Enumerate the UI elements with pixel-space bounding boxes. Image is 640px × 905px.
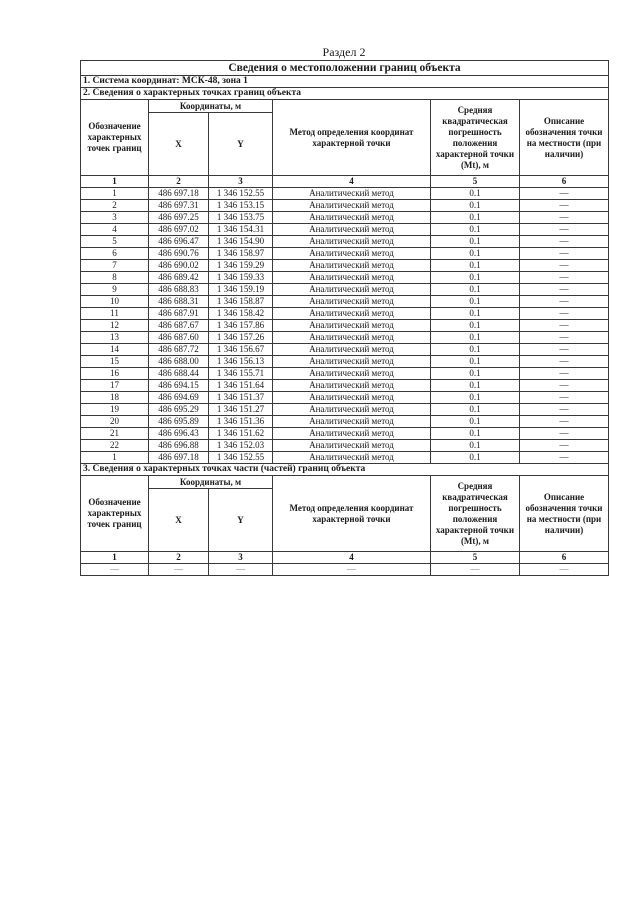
point-number: 9 [81,284,149,296]
point-description: — [520,392,609,404]
point-description: — [520,320,609,332]
point-description: — [520,368,609,380]
point-row [81,344,609,356]
parts-empty-cell: — [520,564,609,576]
point-y: 1 346 151.62 [209,428,273,440]
point-number: 12 [81,320,149,332]
point-number: 16 [81,368,149,380]
header-coordinates: Координаты, м [149,100,273,113]
point-row [81,332,609,344]
point-error: 0.1 [431,188,520,200]
point-row [81,236,609,248]
parts-empty-cell: — [273,564,431,576]
point-description: — [520,344,609,356]
point-x: 486 687.72 [149,344,209,356]
point-description: — [520,260,609,272]
point-error: 0.1 [431,440,520,452]
point-row [81,200,609,212]
point-y: 1 346 152.03 [209,440,273,452]
point-row [81,320,609,332]
point-y: 1 346 156.67 [209,344,273,356]
point-error: 0.1 [431,452,520,464]
point-description: — [520,380,609,392]
point-error: 0.1 [431,308,520,320]
point-number: 18 [81,392,149,404]
point-number: 19 [81,404,149,416]
point-description: — [520,404,609,416]
point-error: 0.1 [431,416,520,428]
point-y: 1 346 151.36 [209,416,273,428]
point-y: 1 346 155.71 [209,368,273,380]
col-num: 2 [149,552,209,564]
point-method: Аналитический метод [273,200,431,212]
point-number: 15 [81,356,149,368]
point-method: Аналитический метод [273,260,431,272]
point-method: Аналитический метод [273,404,431,416]
header-method: Метод определения координат характерной точки [273,100,431,176]
point-description: — [520,272,609,284]
point-row [81,368,609,380]
point-x: 486 687.67 [149,320,209,332]
col-num: 2 [149,176,209,188]
point-number: 5 [81,236,149,248]
parts-empty-cell: — [209,564,273,576]
point-method: Аналитический метод [273,392,431,404]
point-description: — [520,188,609,200]
parts-header-x: X [149,489,209,552]
col-num: 5 [431,552,520,564]
point-error: 0.1 [431,224,520,236]
point-y: 1 346 152.55 [209,188,273,200]
point-x: 486 695.89 [149,416,209,428]
point-number: 13 [81,332,149,344]
point-y: 1 346 151.37 [209,392,273,404]
point-row [81,260,609,272]
point-y: 1 346 159.19 [209,284,273,296]
point-method: Аналитический метод [273,236,431,248]
point-x: 486 687.60 [149,332,209,344]
point-error: 0.1 [431,356,520,368]
point-method: Аналитический метод [273,332,431,344]
point-x: 486 697.18 [149,188,209,200]
parts-empty-row [81,564,609,576]
header-y: Y [209,113,273,176]
point-x: 486 687.91 [149,308,209,320]
col-num: 6 [520,552,609,564]
point-description: — [520,284,609,296]
point-number: 20 [81,416,149,428]
point-y: 1 346 156.13 [209,356,273,368]
point-x: 486 697.25 [149,212,209,224]
point-method: Аналитический метод [273,416,431,428]
point-row [81,356,609,368]
parts-heading: 3. Сведения о характерных точках части (частей) границ объекта [81,464,609,476]
point-row [81,212,609,224]
point-error: 0.1 [431,236,520,248]
point-description: — [520,452,609,464]
point-method: Аналитический метод [273,428,431,440]
point-description: — [520,248,609,260]
point-x: 486 695.29 [149,404,209,416]
point-number: 21 [81,428,149,440]
point-error: 0.1 [431,248,520,260]
point-method: Аналитический метод [273,380,431,392]
point-error: 0.1 [431,368,520,380]
parts-column-numbers-row [81,552,609,564]
point-number: 1 [81,188,149,200]
point-description: — [520,212,609,224]
point-y: 1 346 158.87 [209,296,273,308]
point-y: 1 346 158.97 [209,248,273,260]
point-number: 1 [81,452,149,464]
point-method: Аналитический метод [273,320,431,332]
header-description: Описание обозначения точки на местности (при наличии) [520,100,609,176]
point-row [81,296,609,308]
point-error: 0.1 [431,320,520,332]
point-number: 2 [81,200,149,212]
point-number: 10 [81,296,149,308]
document-page [80,44,608,576]
point-row [81,272,609,284]
point-y: 1 346 154.90 [209,236,273,248]
point-method: Аналитический метод [273,368,431,380]
point-number: 11 [81,308,149,320]
coord-system: 1. Система координат: МСК-48, зона 1 [81,76,609,88]
point-x: 486 694.15 [149,380,209,392]
point-x: 486 688.83 [149,284,209,296]
point-error: 0.1 [431,332,520,344]
point-x: 486 690.02 [149,260,209,272]
point-x: 486 697.02 [149,224,209,236]
point-method: Аналитический метод [273,188,431,200]
point-row [81,284,609,296]
col-num: 4 [273,176,431,188]
col-num: 6 [520,176,609,188]
col-num: 1 [81,176,149,188]
col-num: 3 [209,176,273,188]
header-designation: Обозначение характерных точек границ [81,100,149,176]
point-row [81,416,609,428]
point-error: 0.1 [431,392,520,404]
point-error: 0.1 [431,296,520,308]
point-y: 1 346 154.31 [209,224,273,236]
point-method: Аналитический метод [273,224,431,236]
point-method: Аналитический метод [273,344,431,356]
point-row [81,308,609,320]
point-row [81,380,609,392]
parts-header-designation: Обозначение характерных точек границ [81,476,149,552]
point-x: 486 690.76 [149,248,209,260]
point-error: 0.1 [431,428,520,440]
parts-empty-cell: — [431,564,520,576]
header-x: X [149,113,209,176]
point-number: 17 [81,380,149,392]
point-description: — [520,416,609,428]
point-row [81,404,609,416]
point-x: 486 696.47 [149,236,209,248]
point-error: 0.1 [431,404,520,416]
col-num: 4 [273,552,431,564]
point-row [81,452,609,464]
point-error: 0.1 [431,200,520,212]
point-description: — [520,236,609,248]
point-method: Аналитический метод [273,248,431,260]
parts-header-coordinates: Координаты, м [149,476,273,489]
point-x: 486 696.43 [149,428,209,440]
point-number: 22 [81,440,149,452]
point-y: 1 346 157.26 [209,332,273,344]
point-error: 0.1 [431,344,520,356]
point-method: Аналитический метод [273,212,431,224]
point-y: 1 346 151.64 [209,380,273,392]
document-title: Сведения о местоположении границ объекта [81,61,609,76]
point-x: 486 696.88 [149,440,209,452]
point-method: Аналитический метод [273,440,431,452]
point-y: 1 346 157.86 [209,320,273,332]
point-error: 0.1 [431,212,520,224]
point-y: 1 346 159.33 [209,272,273,284]
point-number: 7 [81,260,149,272]
point-method: Аналитический метод [273,308,431,320]
point-row [81,440,609,452]
point-x: 486 694.69 [149,392,209,404]
point-number: 3 [81,212,149,224]
point-description: — [520,356,609,368]
point-description: — [520,224,609,236]
parts-header-y: Y [209,489,273,552]
point-y: 1 346 153.75 [209,212,273,224]
point-number: 4 [81,224,149,236]
parts-empty-cell: — [149,564,209,576]
parts-header-description: Описание обозначения точки на местности (при наличии) [520,476,609,552]
point-y: 1 346 153.15 [209,200,273,212]
point-method: Аналитический метод [273,284,431,296]
point-x: 486 697.31 [149,200,209,212]
point-error: 0.1 [431,260,520,272]
parts-header-error: Средняя квадратическая погрешность положения характерной точки (Mt), м [431,476,520,552]
point-number: 14 [81,344,149,356]
point-x: 486 688.00 [149,356,209,368]
point-description: — [520,440,609,452]
point-error: 0.1 [431,380,520,392]
section-label: Раздел 2 [322,45,366,59]
point-y: 1 346 158.42 [209,308,273,320]
point-method: Аналитический метод [273,272,431,284]
point-method: Аналитический метод [273,296,431,308]
col-num: 1 [81,552,149,564]
points-heading: 2. Сведения о характерных точках границ объекта [81,88,609,100]
point-description: — [520,332,609,344]
point-number: 8 [81,272,149,284]
point-method: Аналитический метод [273,356,431,368]
point-row [81,392,609,404]
header-error: Средняя квадратическая погрешность положения характерной точки (Mt), м [431,100,520,176]
point-x: 486 688.31 [149,296,209,308]
boundaries-table [80,60,609,576]
point-error: 0.1 [431,272,520,284]
point-y: 1 346 152.55 [209,452,273,464]
point-number: 6 [81,248,149,260]
point-row [81,248,609,260]
point-description: — [520,428,609,440]
point-y: 1 346 151.27 [209,404,273,416]
point-row [81,188,609,200]
point-row [81,224,609,236]
column-numbers-row [81,176,609,188]
point-description: — [520,296,609,308]
point-description: — [520,200,609,212]
point-error: 0.1 [431,284,520,296]
point-method: Аналитический метод [273,452,431,464]
parts-header-method: Метод определения координат характерной точки [273,476,431,552]
point-x: 486 688.44 [149,368,209,380]
point-description: — [520,308,609,320]
parts-empty-cell: — [81,564,149,576]
point-row [81,428,609,440]
point-x: 486 697.18 [149,452,209,464]
col-num: 5 [431,176,520,188]
col-num: 3 [209,552,273,564]
point-x: 486 689.42 [149,272,209,284]
point-y: 1 346 159.29 [209,260,273,272]
